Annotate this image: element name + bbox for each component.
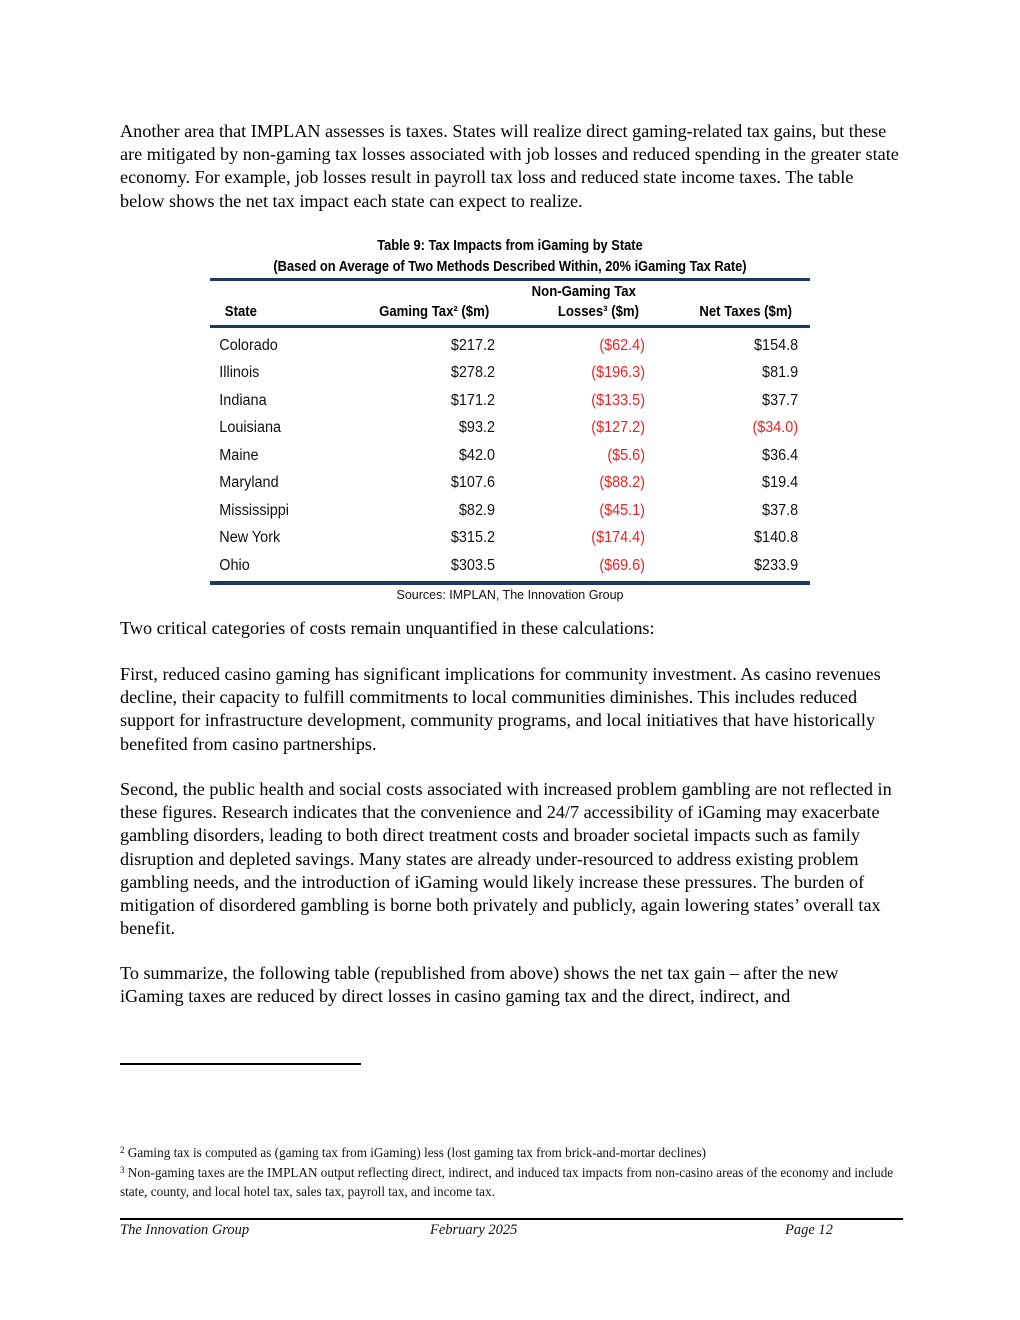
cell-gaming-tax: $42.0 <box>458 446 495 464</box>
header-non-gaming-line2: Losses³ ($m) <box>557 304 639 320</box>
table-row <box>210 442 810 470</box>
cell-state: Maine <box>219 446 259 464</box>
footnote-separator <box>120 1063 361 1065</box>
header-gaming-tax: Gaming Tax² ($m) <box>379 304 490 320</box>
cell-state: Ohio <box>219 556 250 574</box>
cell-state: Mississippi <box>219 501 289 519</box>
cell-gaming-tax: $278.2 <box>450 364 495 382</box>
footnote-text: Non-gaming taxes are the IMPLAN output reflecting direct, indirect, and induced tax impacts from non-casino areas of the economy and include state, county, and local hotel tax, sales tax, payroll tax, and income tax. <box>120 1164 894 1199</box>
footnote-3 <box>120 1163 910 1202</box>
footnote-text: Gaming tax is computed as (gaming tax from iGaming) less (lost gaming tax from brick-and-mortar declines) <box>127 1145 707 1160</box>
cell-net: $140.8 <box>754 529 799 547</box>
cell-non-gaming: ($196.3) <box>591 364 645 382</box>
cell-gaming-tax: $303.5 <box>450 556 495 574</box>
footnotes <box>120 1143 910 1202</box>
cell-state: Maryland <box>219 474 279 492</box>
cell-state: Colorado <box>219 336 278 354</box>
cell-non-gaming: ($62.4) <box>599 336 645 354</box>
cell-net: $233.9 <box>754 556 799 574</box>
cell-gaming-tax: $93.2 <box>458 419 495 437</box>
footnote-mark: 2 <box>120 1145 125 1155</box>
header-non-gaming-line1: Non-Gaming Tax <box>531 284 636 300</box>
cell-state: New York <box>219 529 281 547</box>
cell-net: ($34.0) <box>752 419 799 437</box>
cell-gaming-tax: $315.2 <box>450 529 495 547</box>
table-row <box>210 525 810 553</box>
table-row <box>210 470 810 498</box>
table-row <box>210 360 810 388</box>
footer-date: February 2025 <box>430 1222 518 1238</box>
header-net-taxes: Net Taxes ($m) <box>699 304 792 320</box>
footer-company: The Innovation Group <box>120 1222 250 1238</box>
table-row <box>210 332 810 360</box>
intro-paragraph: Another area that IMPLAN assesses is taxes. States will realize direct gaming-related tax gains, but these are mitigated by non-gaming tax losses associated with job losses and reduced spending in the greater state economy. For example, job losses result in payroll tax loss and reduced state income taxes. The table below shows the net tax impact each state can expect to realize. <box>120 121 899 211</box>
footnote-mark: 3 <box>120 1164 125 1175</box>
table-source: Sources: IMPLAN, The Innovation Group <box>396 587 624 602</box>
cell-net: $154.8 <box>754 336 799 354</box>
cell-non-gaming: ($174.4) <box>591 529 645 547</box>
footer-page-number: Page 12 <box>785 1222 833 1238</box>
cell-gaming-tax: $82.9 <box>458 501 495 519</box>
header-non-gaming-losses <box>501 282 639 322</box>
cell-non-gaming: ($133.5) <box>591 391 645 409</box>
cell-net: $36.4 <box>762 446 799 464</box>
cell-net: $37.8 <box>762 501 799 519</box>
header-state: State <box>224 304 257 320</box>
table-row <box>210 415 810 443</box>
cell-gaming-tax: $217.2 <box>450 336 495 354</box>
table-header-row <box>210 281 810 325</box>
cell-net: $19.4 <box>762 474 799 492</box>
cell-gaming-tax: $171.2 <box>450 391 495 409</box>
table-subtitle: (Based on Average of Two Methods Described Within, 20% iGaming Tax Rate) <box>273 259 747 275</box>
paragraph-community-investment: First, reduced casino gaming has significant implications for community investment. As casino revenues decline, their capacity to fulfill commitments to local communities diminishes. This includes reduced support for infrastructure development, community programs, and local initiatives that have historically benefited from casino partnerships. <box>120 664 881 754</box>
cell-gaming-tax: $107.6 <box>450 474 495 492</box>
cell-state: Indiana <box>219 391 267 409</box>
table-title: Table 9: Tax Impacts from iGaming by State <box>377 238 643 254</box>
cell-state: Illinois <box>219 364 260 382</box>
footer-rule <box>120 1218 903 1220</box>
cell-non-gaming: ($69.6) <box>599 556 645 574</box>
paragraph-unquantified: Two critical categories of costs remain unquantified in these calculations: <box>120 618 655 638</box>
table-bottom-rule <box>210 581 810 585</box>
cell-state: Louisiana <box>219 419 282 437</box>
cell-non-gaming: ($127.2) <box>591 419 645 437</box>
cell-non-gaming: ($45.1) <box>599 501 645 519</box>
cell-net: $81.9 <box>762 364 799 382</box>
cell-non-gaming: ($88.2) <box>599 474 645 492</box>
table-row <box>210 497 810 525</box>
paragraph-summary: To summarize, the following table (republished from above) shows the net tax gain – after the new iGaming taxes are reduced by direct losses in casino gaming tax and the direct, indirect, and <box>120 963 839 1007</box>
table-row <box>210 387 810 415</box>
footnote-2 <box>120 1143 910 1163</box>
cell-non-gaming: ($5.6) <box>607 446 645 464</box>
paragraph-public-health: Second, the public health and social costs associated with increased problem gambling are not reflected in these figures. Research indicates that the convenience and 24/7 accessibility of iGaming may exacerbate gambling disorders, leading to both direct treatment costs and broader societal impacts such as family disruption and depleted savings. Many states are already under-resourced to address existing problem gambling needs, and the introduction of iGaming would likely increase these pressures. The burden of mitigation of disordered gambling is borne both privately and publicly, again lowering states’ overall tax benefit. <box>120 779 892 939</box>
tax-impacts-table <box>210 236 810 602</box>
table-row <box>210 552 810 580</box>
cell-net: $37.7 <box>762 391 799 409</box>
